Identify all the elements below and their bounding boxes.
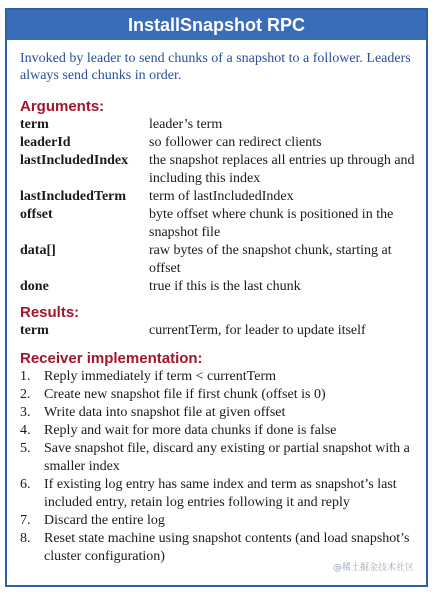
- arguments-heading: Arguments:: [20, 98, 105, 115]
- step-number: 5.: [20, 441, 31, 456]
- step-number: 6.: [20, 477, 31, 492]
- argument-name: lastIncludedIndex: [20, 153, 129, 168]
- argument-row: [20, 242, 418, 278]
- step-number: 8.: [20, 531, 31, 546]
- receiver-step: [20, 386, 418, 404]
- step-text: If existing log entry has same index and term as snapshot’s last included entry, retain log entries following it and reply: [44, 477, 397, 510]
- receiver-heading: Receiver implementation:: [20, 350, 203, 367]
- step-text: Reply immediately if term < currentTerm: [44, 369, 277, 384]
- argument-description: so follower can redirect clients: [149, 135, 322, 150]
- arguments-list: [20, 116, 418, 296]
- argument-description: byte offset where chunk is positioned in the snapshot file: [149, 207, 394, 240]
- argument-row: [20, 188, 418, 206]
- watermark: @稀土掘金技术社区: [332, 563, 414, 573]
- step-text: Reset state machine using snapshot contents (and load snapshot’s cluster configuration): [44, 531, 410, 564]
- receiver-step: [20, 368, 418, 386]
- argument-description: term of lastIncludedIndex: [149, 189, 294, 204]
- argument-name: offset: [20, 207, 53, 222]
- argument-description: true if this is the last chunk: [149, 279, 301, 294]
- argument-name: lastIncludedTerm: [20, 189, 127, 204]
- step-number: 7.: [20, 513, 31, 528]
- argument-name: data[]: [20, 243, 56, 258]
- receiver-step: [20, 512, 418, 530]
- receiver-steps: [20, 368, 418, 566]
- result-row: [20, 322, 418, 340]
- argument-name: term: [20, 117, 49, 132]
- receiver-step: [20, 476, 418, 512]
- argument-row: [20, 116, 418, 134]
- intro-text: Invoked by leader to send chunks of a snapshot to a follower. Leaders always send chunks in order.: [20, 51, 411, 83]
- card-title: InstallSnapshot RPC: [7, 10, 426, 40]
- argument-row: [20, 206, 418, 242]
- argument-name: leaderId: [20, 135, 71, 150]
- argument-description: the snapshot replaces all entries up through and including this index: [149, 153, 415, 186]
- rpc-card: [5, 8, 428, 587]
- step-text: Reply and wait for more data chunks if done is false: [44, 423, 337, 438]
- step-text: Save snapshot file, discard any existing or partial snapshot with a smaller index: [44, 441, 410, 474]
- receiver-step: [20, 440, 418, 476]
- step-text: Create new snapshot file if first chunk (offset is 0): [44, 387, 326, 402]
- receiver-step: [20, 404, 418, 422]
- argument-row: [20, 152, 418, 188]
- argument-row: [20, 134, 418, 152]
- receiver-step: [20, 422, 418, 440]
- results-heading: Results:: [20, 304, 80, 321]
- step-number: 4.: [20, 423, 31, 438]
- results-list: [20, 322, 418, 340]
- argument-description: raw bytes of the snapshot chunk, starting at offset: [149, 243, 392, 276]
- result-name: term: [20, 323, 49, 338]
- step-text: Write data into snapshot file at given offset: [44, 405, 286, 420]
- result-description: currentTerm, for leader to update itself: [149, 323, 366, 338]
- argument-description: leader’s term: [149, 117, 223, 132]
- argument-name: done: [20, 279, 49, 294]
- step-text: Discard the entire log: [44, 513, 165, 528]
- step-number: 3.: [20, 405, 31, 420]
- argument-row: [20, 278, 418, 296]
- step-number: 1.: [20, 369, 31, 384]
- step-number: 2.: [20, 387, 31, 402]
